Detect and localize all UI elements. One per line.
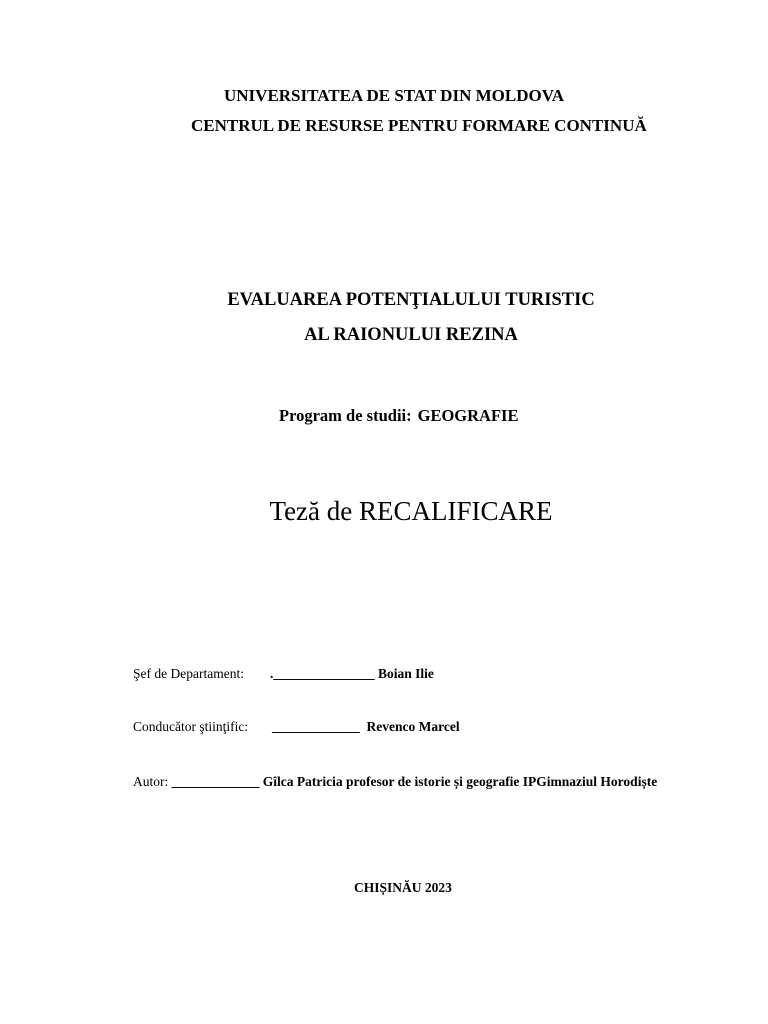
head-of-department-signature-line: ._______________: [270, 666, 375, 681]
study-program-value: GEOGRAFIE: [417, 406, 519, 425]
scientific-supervisor-label: Conducător ştiinţific:: [133, 719, 249, 734]
thesis-title-line-2: AL RAIONULUI REZINA: [304, 325, 518, 345]
head-of-department-signature: [270, 666, 434, 682]
scientific-supervisor-row: [133, 719, 460, 735]
scientific-supervisor-signature-line: _____________: [272, 719, 360, 734]
head-of-department-label: Şef de Departament:: [133, 666, 244, 681]
author-label: Autor:: [133, 774, 169, 789]
scientific-supervisor-name: Revenco Marcel: [366, 719, 460, 734]
university-name: UNIVERSITATEA DE STAT DIN MOLDOVA: [224, 86, 565, 105]
center-name: CENTRUL DE RESURSE PENTRU FORMARE CONTINUĂ: [191, 116, 647, 135]
scientific-supervisor-signature: [272, 719, 460, 735]
head-of-department-row: [133, 666, 434, 682]
author-signature-line: _____________: [171, 774, 260, 789]
author-name: Gîlca Patricia profesor de istorie și geografie IPGimnaziul Horodiște: [262, 774, 658, 789]
head-of-department-name: Boian Ilie: [378, 666, 434, 681]
thesis-title-line-1: EVALUAREA POTENŢIALULUI TURISTIC: [227, 290, 595, 310]
study-program: [279, 406, 518, 426]
study-program-label: Program de studii:: [279, 406, 412, 425]
place-and-year: CHIȘINĂU 2023: [354, 880, 452, 895]
author-row: [133, 774, 657, 790]
thesis-type: Teză de RECALIFICARE: [269, 496, 553, 526]
